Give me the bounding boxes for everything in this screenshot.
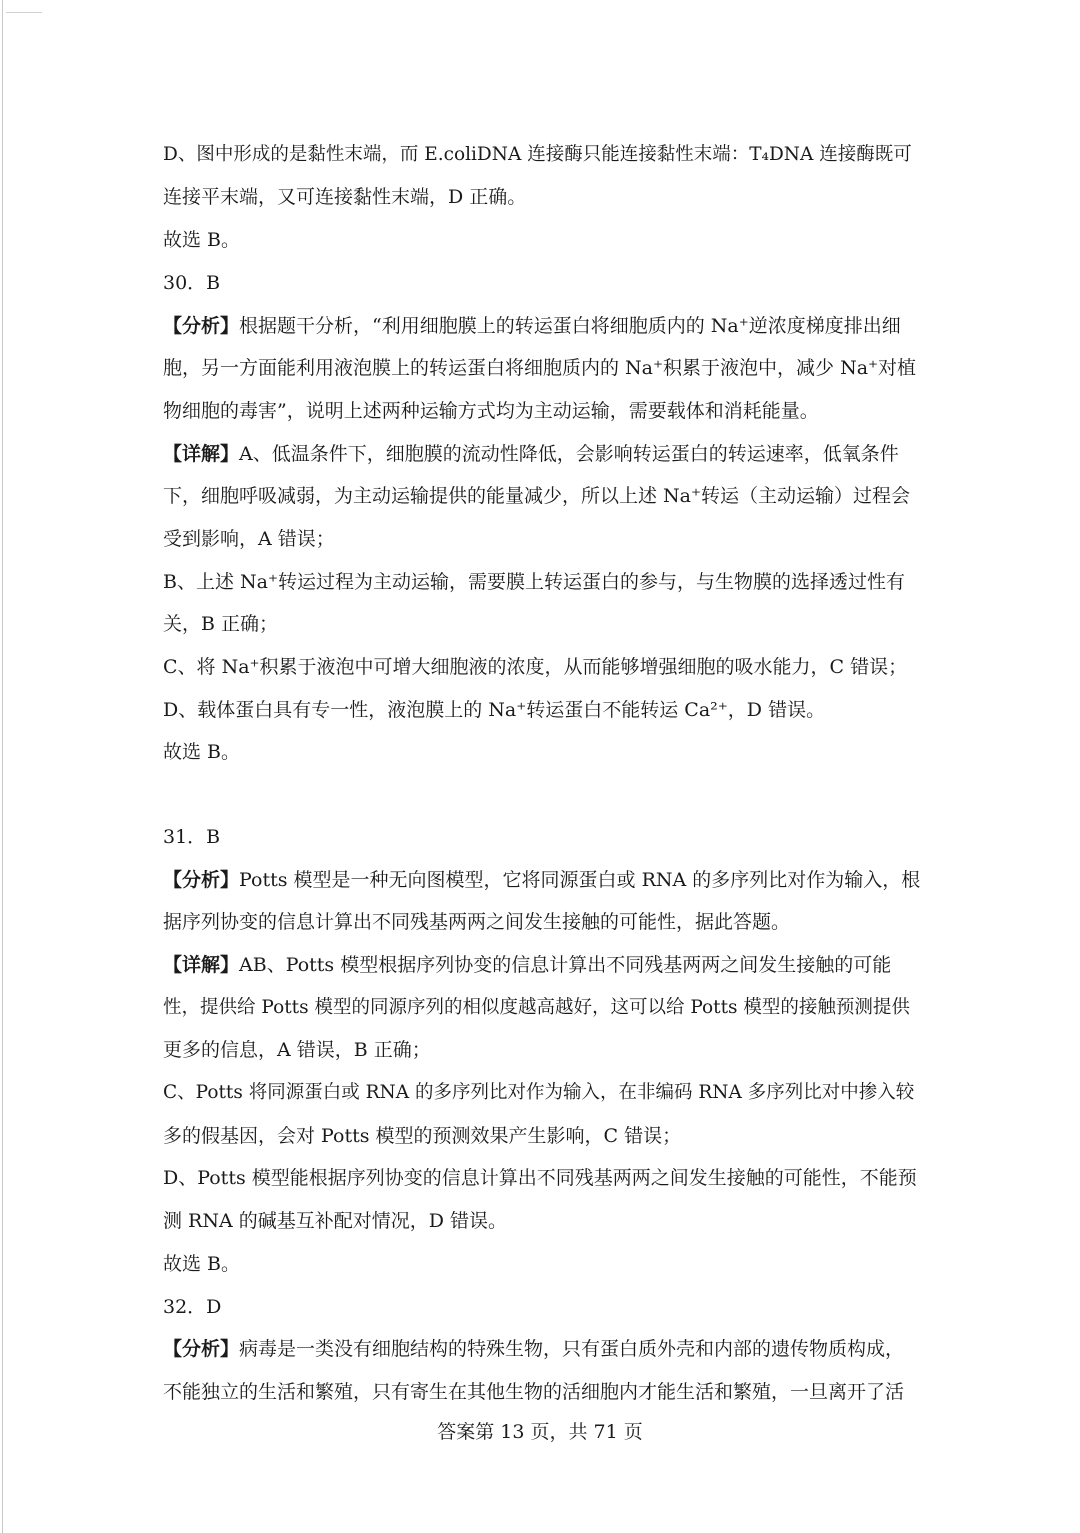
text-line <box>163 868 920 892</box>
line-text: 胞，另一方面能利用液泡膜上的转运蛋白将细胞质内的 Na⁺积累于液泡中，减少 Na⁺对植 <box>163 357 917 379</box>
text-line <box>163 612 278 636</box>
line-text: 不能独立的生活和繁殖，只有寄生在其他生物的活细胞内才能生活和繁殖，一旦离开了活 <box>163 1381 905 1403</box>
text-line <box>163 1038 431 1062</box>
page-footer: 答案第 13 页，共 71 页 <box>437 1421 643 1443</box>
text-line <box>163 185 526 209</box>
section-tag: 【分析】 <box>163 315 240 337</box>
section-tag: 【详解】 <box>163 443 240 465</box>
line-text: D、Potts 模型能根据序列协变的信息计算出不同残基两两之间发生接触的可能性，不能预 <box>163 1167 917 1189</box>
question-number <box>163 271 220 295</box>
text-line <box>163 1166 917 1190</box>
text-line <box>163 1380 904 1404</box>
text-line <box>163 228 240 252</box>
text-line <box>163 527 335 551</box>
text-line <box>163 655 907 679</box>
scan-mark <box>6 12 42 13</box>
line-text: 故选 B。 <box>163 229 241 251</box>
line-text: C、Potts 将同源蛋白或 RNA 的多序列比对作为输入，在非编码 RNA 多序列比对中掺入较 <box>163 1082 915 1103</box>
line-text: Potts 模型是一种无向图模型，它将同源蛋白或 RNA 的多序列比对作为输入，根 <box>239 869 921 891</box>
question-number <box>163 1295 221 1319</box>
line-text: D、载体蛋白具有专一性，液泡膜上的 Na⁺转运蛋白不能转运 Ca²⁺，D 错误。 <box>163 699 826 721</box>
line-text: 下，细胞呼吸减弱，为主动运输提供的能量减少，所以上述 Na⁺转运（主动运输）过程会 <box>163 485 911 507</box>
section-tag: 【分析】 <box>163 869 240 891</box>
line-text: 据序列协变的信息计算出不同残基两两之间发生接触的可能性，据此答题。 <box>163 911 791 933</box>
text-line <box>163 1252 240 1276</box>
page-edge <box>2 0 3 1533</box>
line-text: 测 RNA 的碱基互补配对情况，D 错误。 <box>163 1210 508 1232</box>
text-line <box>163 1337 904 1361</box>
section-tag: 【详解】 <box>163 954 240 976</box>
question-number <box>163 825 220 849</box>
text-line <box>163 356 916 380</box>
text-line <box>163 442 899 466</box>
line-text: B、上述 Na⁺转运过程为主动运输，需要膜上转运蛋白的参与，与生物膜的选择透过性有 <box>163 571 905 593</box>
line-text: 连接平末端，又可连接黏性末端，D 正确。 <box>163 186 527 208</box>
line-text: D、图中形成的是黏性末端，而 E.coliDNA 连接酶只能连接黏性末端：T₄DNA 连接酶既可 <box>163 144 912 165</box>
line-text: A、低温条件下，细胞膜的流动性降低，会影响转运蛋白的转运速率，低氧条件 <box>239 443 899 465</box>
text-line <box>163 314 901 338</box>
text-line <box>163 953 891 977</box>
line-text: 性，提供给 Potts 模型的同源序列的相似度越高越好，这可以给 Potts 模型的接触预测提供 <box>163 997 910 1018</box>
line-text: 故选 B。 <box>163 741 241 763</box>
text-line <box>163 1209 507 1233</box>
text-line <box>163 1081 914 1105</box>
text-line <box>163 1124 681 1148</box>
line-text: 受到影响，A 错误； <box>163 528 335 550</box>
text-line <box>163 910 790 934</box>
line-text: 31．B <box>163 826 221 848</box>
line-text: 多的假基因，会对 Potts 模型的预测效果产生影响，C 错误； <box>163 1125 682 1147</box>
section-tag: 【分析】 <box>163 1338 240 1360</box>
line-text: 30．B <box>163 272 221 294</box>
line-text: 更多的信息，A 错误，B 正确； <box>163 1039 431 1061</box>
line-text: 关，B 正确； <box>163 613 279 635</box>
line-text: 病毒是一类没有细胞结构的特殊生物，只有蛋白质外壳和内部的遗传物质构成， <box>239 1338 905 1360</box>
line-text: 物细胞的毒害”，说明上述两种运输方式均为主动运输，需要载体和消耗能量。 <box>163 400 819 422</box>
text-line <box>163 399 819 423</box>
text-line <box>163 143 912 167</box>
text-line <box>163 570 905 594</box>
text-line <box>163 698 825 722</box>
text-line <box>163 996 910 1020</box>
line-text: AB、Potts 模型根据序列协变的信息计算出不同残基两两之间发生接触的可能 <box>239 954 892 976</box>
line-text: 根据题干分析，“利用细胞膜上的转运蛋白将细胞质内的 Na⁺逆浓度梯度排出细 <box>239 315 901 337</box>
text-line <box>163 484 910 508</box>
line-text: C、将 Na⁺积累于液泡中可增大细胞液的浓度，从而能够增强细胞的吸水能力，C 错误； <box>163 656 908 678</box>
line-text: 故选 B。 <box>163 1253 241 1275</box>
line-text: 32．D <box>163 1296 222 1318</box>
text-line <box>163 740 240 764</box>
